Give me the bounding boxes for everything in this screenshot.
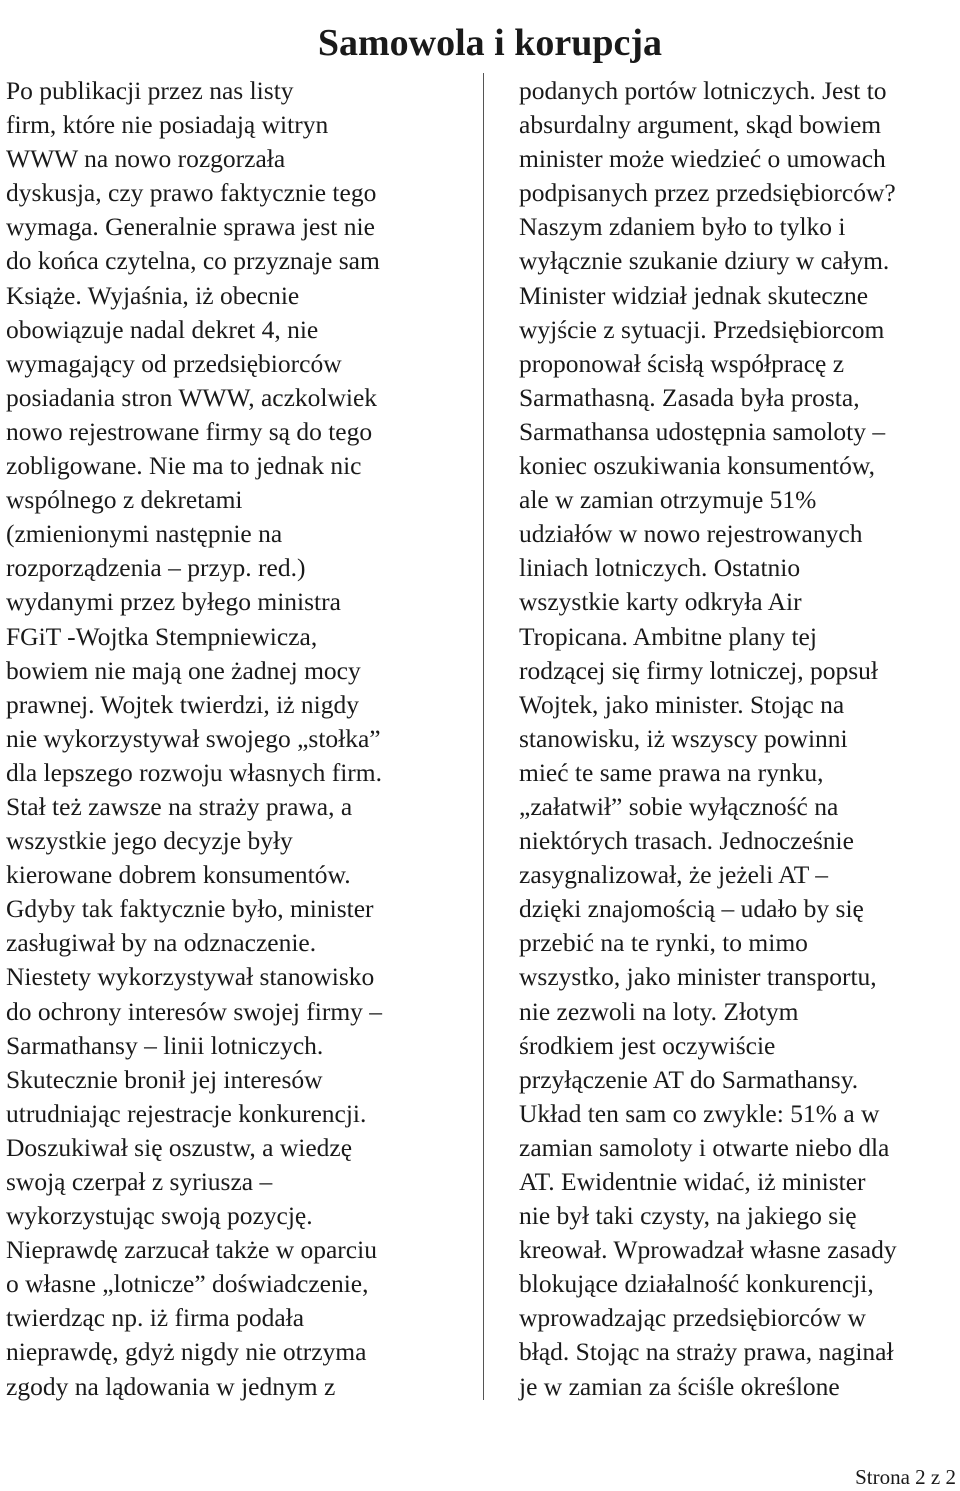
column-divider <box>483 73 484 1400</box>
article-right-column: podanych portów lotniczych. Jest to absurdalny argument, skąd bowiem minister może wiedzieć o umowach podpisanych przez przedsiębiorców? Naszym zdaniem było to tylko i wyłącznie szukanie dziury w całym. Minister widział jednak skuteczne wyjście z sytuacji. Przedsiębiorcom proponował ścisłą współpracę z Sarmathasną. Zasada była prosta, Sarmathansa udostępnia samoloty – koniec oszukiwania konsumentów, ale w zamian otrzymuje 51% udziałów w nowo rejestrowanych liniach lotniczych. Ostatnio wszystkie karty odkryła Air Tropicana. Ambitne plany tej rodzącej się firmy lotniczej, popsuł Wojtek, jako minister. Stojąc na stanowisku, iż wszyscy powinni mieć te same prawa na rynku, „załatwił” sobie wyłączność na niektórych trasach. Jednocześnie zasygnalizował, że jeżeli AT – dzięki znajomością – udało by się przebić na te rynki, to mimo wszystko, jako minister transportu, nie zezwoli na loty. Złotym środkiem jest oczywiście przyłączenie AT do Sarmathansy. Układ ten sam co zwykle: 51% a w zamian samoloty i otwarte niebo dla AT. Ewidentnie widać, iż minister nie był taki czysty, na jakiego się kreował. Wprowadzał własne zasady blokujące działalność konkurencji, wprowadzając przedsiębiorców w błąd. Stojąc na straży prawa, naginał je w zamian za ściśle określone <box>519 76 897 1401</box>
article-left-column: Po publikacji przez nas listy firm, które nie posiadają witryn WWW na nowo rozgorzała dyskusja, czy prawo faktycznie tego wymaga. Generalnie sprawa jest nie do końca czytelna, co przyznaje sam Książe. Wyjaśnia, iż obecnie obowiązuje nadal dekret 4, nie wymagający od przedsiębiorców posiadania stron WWW, aczkolwiek nowo rejestrowane firmy są do tego zobligowane. Nie ma to jednak nic wspólnego z dekretami (zmienionymi następnie na rozporządzenia – przyp. red.) wydanymi przez byłego ministra FGiT -Wojtka Stempniewicza, bowiem nie mają one żadnej mocy prawnej. Wojtek twierdzi, iż nigdy nie wykorzystywał swojego „stołka” dla lepszego rozwoju własnych firm. Stał też zawsze na straży prawa, a wszystkie jego decyzje były kierowane dobrem konsumentów. Gdyby tak faktycznie było, minister zasługiwał by na odznaczenie. Niestety wykorzystywał stanowisko do ochrony interesów swojej firmy – Sarmathansy – linii lotniczych. Skutecznie bronił jej interesów utrudniając rejestracje konkurencji. Doszukiwał się oszustw, a wiedzę swoją czerpał z syriusza – wykorzystując swoją pozycję. Nieprawdę zarzucał także w oparciu o własne „lotnicze” doświadczenie, twierdząc np. iż firma podała nieprawdę, gdyż nigdy nie otrzyma zgody na lądowania w jednym z <box>6 76 383 1401</box>
page-number: Strona 2 z 2 <box>855 1465 956 1489</box>
page-title: Samowola i korupcja <box>317 22 662 65</box>
